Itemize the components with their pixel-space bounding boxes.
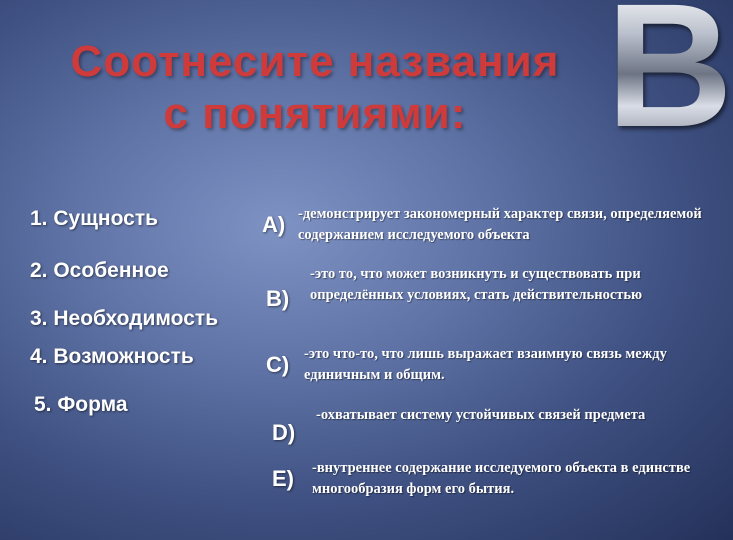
title-line-2: с понятиями: (163, 89, 467, 138)
term-4: 4. Возможность (30, 345, 194, 368)
definition-b: -это то, что может возникнуть и существовать при определённых условиях, стать действительностью (310, 266, 643, 303)
definition-e: -внутреннее содержание исследуемого объекта в единстве многообразия форм его бытия. (312, 460, 691, 497)
definition-letter-c: C) (266, 352, 290, 377)
definition-letter-b: B) (266, 286, 290, 311)
definition-letter-e: E) (272, 466, 294, 491)
term-2: 2. Особенное (30, 259, 169, 282)
title-line-1: Соотнесите названия (70, 37, 560, 86)
definition-d: -охватывает систему устойчивых связей предмета (316, 407, 646, 423)
term-3: 3. Необходимость (30, 307, 219, 330)
definition-a: -демонстрирует закономерный характер связи, определяемой содержанием исследуемого объекта (298, 206, 702, 243)
slide-title (20, 36, 610, 140)
definition-letter-d: D) (272, 420, 296, 445)
definition-letter-a: A) (262, 212, 286, 237)
term-1: 1. Сущность (30, 207, 159, 230)
definition-c: -это что-то, что лишь выражает взаимную связь между единичным и общим. (304, 346, 667, 383)
decorative-letter: B (606, 0, 726, 146)
term-5: 5. Форма (34, 393, 128, 416)
